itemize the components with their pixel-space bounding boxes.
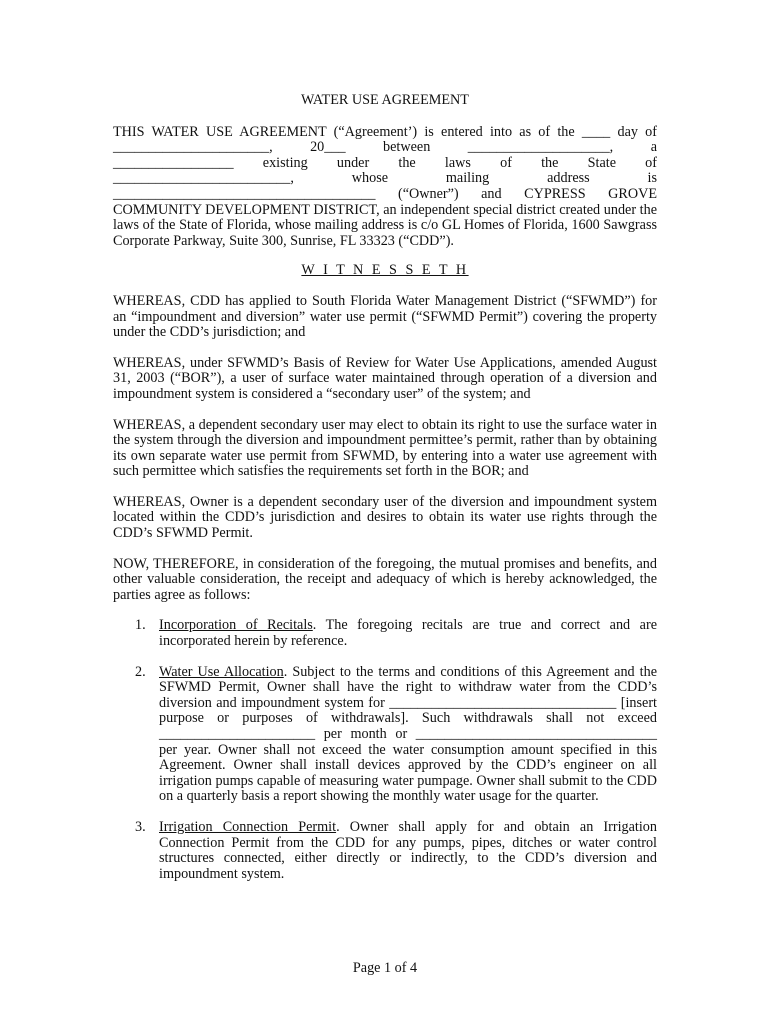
item-heading: Incorporation of Recitals <box>159 617 313 634</box>
agreement-items <box>113 618 657 882</box>
whereas-paragraph-3: WHEREAS, a dependent secondary user may elect to obtain its right to use the surface water in the system through the diversion and impoundment permittee’s permit, rather than by obtaining its own separate water use permit from SFWMD, by entering into a water use agreement with such permittee which satisfies the requirements set forth in the BOR; and <box>113 416 657 480</box>
item-number: 1. <box>135 617 146 634</box>
item-heading: Irrigation Connection Permit <box>159 818 337 835</box>
item-text: . Subject to the terms and conditions of this Agreement and the SFWMD Permit, Owner shall have the right to withdraw water from the CDD’s diversion and impoundment system for ________________________________ [insert purpose or purposes of withdrawals]. Such withdrawals shall not exceed ______________________ per month or __________________________________ per year. Owner shall not exceed the water consumption amount specified in this Agreement. Owner shall install devices approved by the CDD’s engineer on all irrigation pumps capable of measuring water pumpage. Owner shall submit to the CDD on a quarterly basis a report showing the monthly water usage for the quarter. <box>159 663 658 805</box>
intro-line-5: _____________________________________ (“Owner”) and CYPRESS GROVE <box>113 185 657 202</box>
whereas-paragraph-4: WHEREAS, Owner is a dependent secondary user of the diversion and impoundment system located within the CDD’s jurisdiction and desires to obtain its water use rights through the CDD’s SFWMD Permit. <box>113 493 657 542</box>
witnesseth-heading: W I T N E S S E T H <box>301 262 469 279</box>
intro-line-1: THIS WATER USE AGREEMENT (“Agreement’) is entered into as of the ____ day of <box>113 123 657 140</box>
now-therefore-paragraph: NOW, THEREFORE, in consideration of the foregoing, the mutual promises and benefits, and other valuable consideration, the receipt and adequacy of which is hereby acknowledged, the parties agree as follows: <box>113 555 657 603</box>
whereas-paragraph-1: WHEREAS, CDD has applied to South Florida Water Management District (“SFWMD”) for an “impoundment and diversion” water use permit (“SFWMD Permit”) covering the property under the CDD’s jurisdiction; and <box>113 292 657 341</box>
item-number: 3. <box>135 818 146 835</box>
intro-paragraph <box>113 125 657 250</box>
document-title: WATER USE AGREEMENT <box>301 92 469 108</box>
agreement-item <box>113 820 657 882</box>
item-heading: Water Use Allocation <box>159 663 284 680</box>
item-text: . The foregoing recitals are true and correct and are incorporated herein by reference. <box>159 617 657 650</box>
document-body <box>113 93 657 897</box>
page-number: Page 1 of 4 <box>352 960 418 976</box>
intro-line-3: _________________ existing under the laws of the State of <box>113 154 657 171</box>
whereas-paragraph-2: WHEREAS, under SFWMD’s Basis of Review for Water Use Applications, amended August 31, 2003 (“BOR”), a user of surface water maintained through operation of a diversion and impoundment system is considered a “secondary user” of the system; and <box>113 354 657 402</box>
agreement-item <box>113 618 657 649</box>
item-number: 2. <box>135 663 146 680</box>
item-text: . Owner shall apply for and obtain an Irrigation Connection Permit from the CDD for any pumps, pipes, ditches or water control structures connected, either directly or indirectly, to the CDD’s diversion and impoundment system. <box>159 818 657 882</box>
agreement-item <box>113 665 657 805</box>
intro-rest: COMMUNITY DEVELOPMENT DISTRICT, an independent special district created under the laws of the State of Florida, whose mailing address is c/o GL Homes of Florida, 1600 Sawgrass Corporate Parkway, Suite 300, Sunrise, FL 33323 (“CDD”). <box>113 201 657 249</box>
intro-line-2: ______________________, 20___ between ____________________, a <box>113 139 657 156</box>
intro-line-4: _________________________, whose mailing address is <box>113 170 657 187</box>
